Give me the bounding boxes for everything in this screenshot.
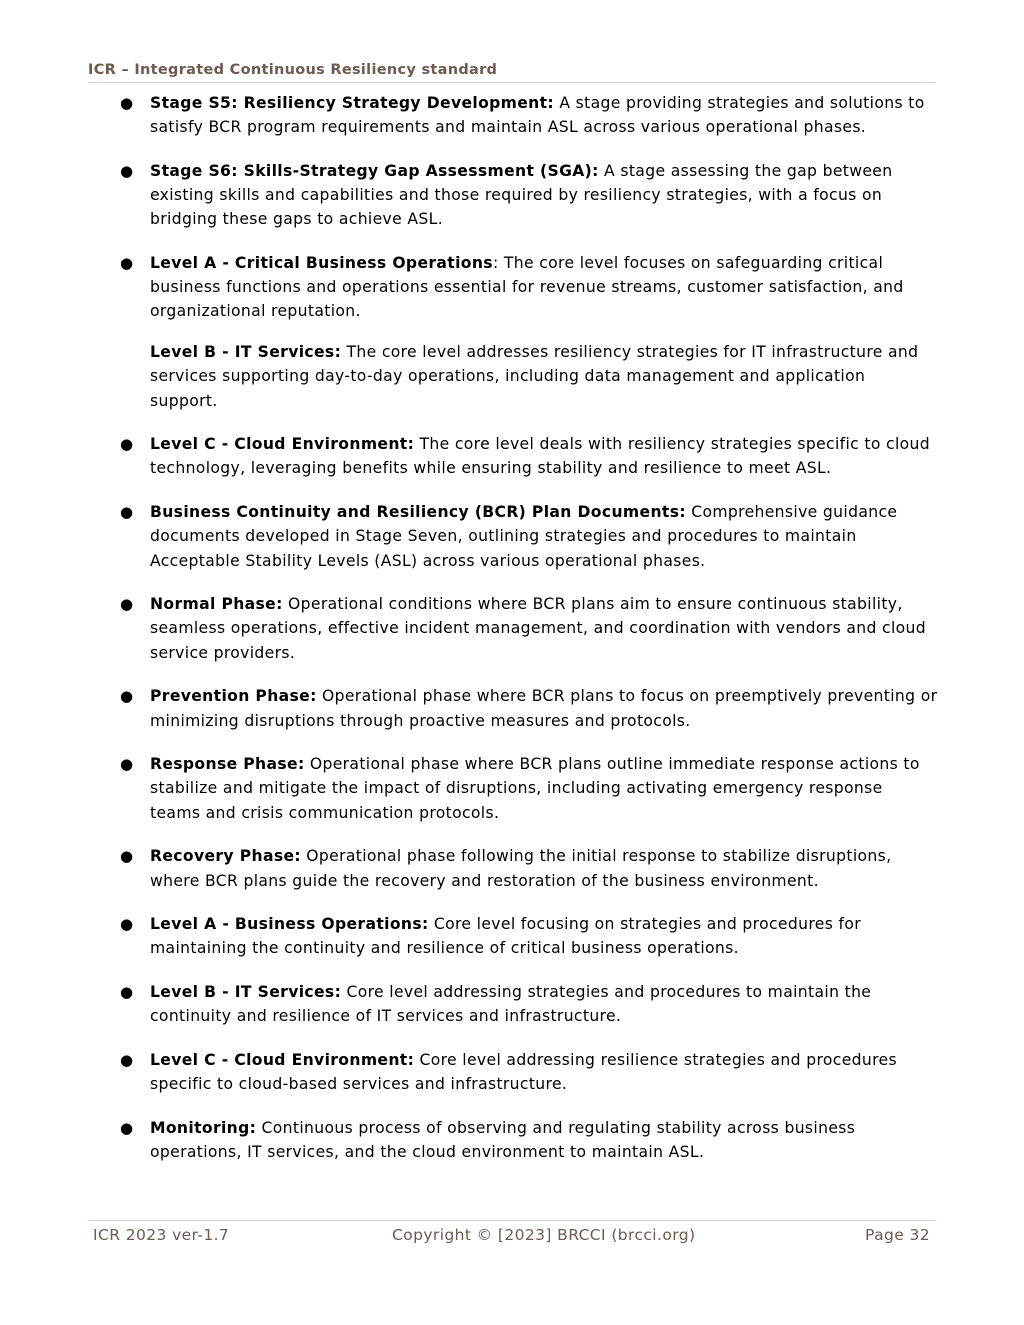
- list-item: [112, 752, 938, 825]
- list-item: [112, 340, 938, 413]
- list-item: [112, 980, 938, 1028]
- item-term: Recovery Phase:: [150, 847, 301, 866]
- item-text: Core level addressing strategies and procedures to maintain the continuity and resilience of IT services and infrastructure.: [150, 983, 872, 1026]
- list-item: [112, 684, 938, 732]
- definitions-list: [112, 91, 938, 1184]
- item-text: Operational phase following the initial response to stabilize disruptions, where BCR plans guide the recovery and restoration of the business environment.: [150, 847, 892, 890]
- item-text: The core level deals with resiliency strategies specific to cloud technology, leveraging benefits while ensuring stability and resilience to meet ASL.: [150, 435, 931, 478]
- item-term: Level B - IT Services:: [150, 343, 342, 362]
- list-item: [112, 432, 938, 480]
- bullet-icon: ●: [120, 687, 134, 706]
- item-text: A stage providing strategies and solutions to satisfy BCR program requirements and maintain ASL across various operational phases.: [150, 94, 925, 137]
- item-term: Business Continuity and Resiliency (BCR) Plan Documents:: [150, 503, 686, 522]
- item-text: Operational conditions where BCR plans aim to ensure continuous stability, seamless operations, effective incident management, and coordination with vendors and cloud service providers.: [150, 595, 927, 662]
- item-term: Monitoring:: [150, 1119, 257, 1137]
- item-term: Prevention Phase:: [150, 687, 317, 706]
- bullet-icon: ●: [120, 983, 134, 1002]
- bullet-icon: ●: [120, 1051, 134, 1070]
- list-item: [112, 1116, 938, 1164]
- bullet-icon: ●: [120, 94, 134, 112]
- footer-copyright: Copyright © [2023] BRCCI (brcci.org): [392, 1226, 696, 1244]
- bullet-icon: ●: [120, 847, 134, 866]
- item-text: Comprehensive guidance documents developed in Stage Seven, outlining strategies and procedures to maintain Acceptable Stability Levels (ASL) across various operational phases.: [150, 503, 898, 570]
- item-text: Core level addressing resilience strategies and procedures specific to cloud-based services and infrastructure.: [150, 1051, 897, 1094]
- list-item: [112, 500, 938, 573]
- item-term: Stage S5: Resiliency Strategy Development:: [150, 94, 555, 112]
- item-term: Level C - Cloud Environment:: [150, 435, 415, 454]
- item-text: Operational phase where BCR plans outline immediate response actions to stabilize and mitigate the impact of disruptions, including activating emergency response teams and crisis communication protocols.: [150, 755, 920, 822]
- item-term: Level B - IT Services:: [150, 983, 342, 1002]
- list-item: [112, 844, 938, 892]
- item-text: : The core level focuses on safeguarding critical business functions and operations essential for revenue streams, customer satisfaction, and organizational reputation.: [150, 254, 904, 321]
- bullet-icon: ●: [120, 1119, 134, 1137]
- item-term: Normal Phase:: [150, 595, 283, 614]
- bullet-icon: ●: [120, 435, 134, 454]
- page-header: [88, 60, 936, 83]
- bullet-icon: ●: [120, 254, 134, 273]
- bullet-icon: ●: [120, 915, 134, 934]
- footer-page-number: Page 32: [865, 1226, 930, 1244]
- item-text: A stage assessing the gap between existing skills and capabilities and those required by resiliency strategies, with a focus on bridging these gaps to achieve ASL.: [150, 161, 893, 229]
- list-item: [112, 91, 938, 139]
- item-term: Stage S6: Skills-Strategy Gap Assessment (SGA):: [150, 161, 599, 180]
- list-item: [112, 251, 938, 324]
- bullet-icon: ●: [120, 755, 134, 774]
- bullet-icon: ●: [120, 595, 134, 614]
- item-text: Operational phase where BCR plans to focus on preemptively preventing or minimizing disruptions through proactive measures and protocols.: [150, 687, 938, 730]
- list-item: [112, 159, 938, 232]
- item-text: The core level addresses resiliency strategies for IT infrastructure and services supporting day-to-day operations, including data management and application support.: [150, 343, 919, 410]
- item-term: Level C - Cloud Environment:: [150, 1051, 415, 1070]
- bullet-icon: ●: [120, 503, 134, 522]
- bullet-icon: ●: [120, 161, 134, 180]
- footer-version: ICR 2023 ver-1.7: [93, 1226, 230, 1244]
- list-item: [112, 592, 938, 665]
- item-text: Continuous process of observing and regulating stability across business operations, IT services, and the cloud environment to maintain ASL.: [150, 1119, 856, 1162]
- list-item: [112, 912, 938, 960]
- item-term: Response Phase:: [150, 755, 305, 774]
- header-title: ICR – Integrated Continuous Resiliency standard: [88, 62, 498, 78]
- page-footer: [88, 1220, 936, 1251]
- list-item: [112, 1048, 938, 1096]
- item-term: Level A - Critical Business Operations: [150, 254, 493, 273]
- item-term: Level A - Business Operations:: [150, 915, 429, 934]
- item-text: Core level focusing on strategies and procedures for maintaining the continuity and resilience of critical business operations.: [150, 915, 861, 958]
